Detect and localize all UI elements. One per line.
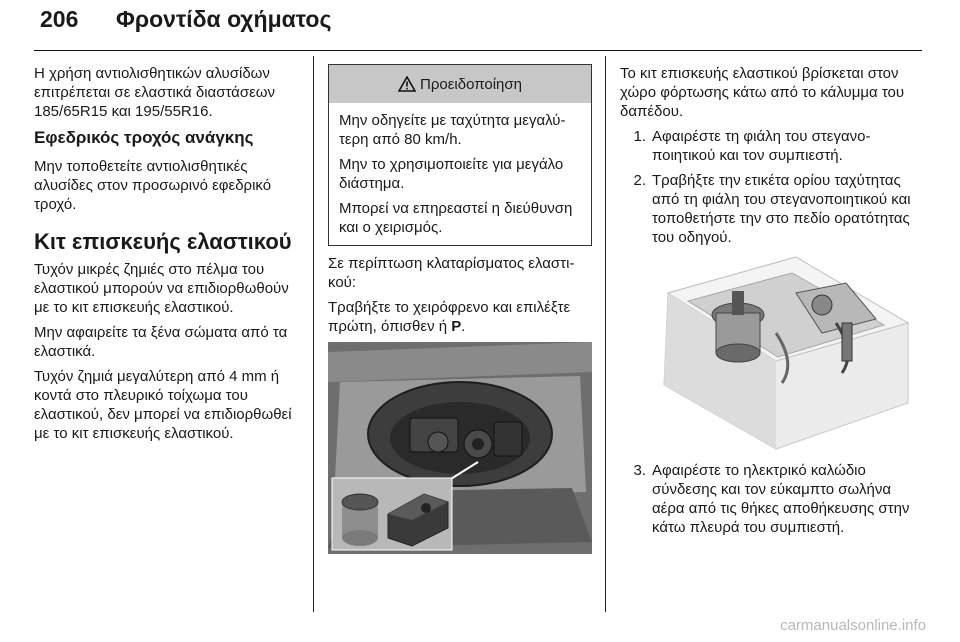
warning-triangle-icon: [398, 76, 416, 92]
list-item: [620, 461, 922, 537]
heading-spare-wheel: Εφεδρικός τροχός ανάγκης: [34, 128, 254, 147]
column-divider-1: [313, 56, 314, 612]
warning-title: Προειδοποίηση: [420, 75, 522, 93]
warning-text-3: Μπορεί να επηρεαστεί η διεύθυνση και ο χειρισμός.: [339, 200, 573, 236]
column-1: [34, 64, 302, 449]
warning-header: [329, 65, 591, 103]
warning-body: [329, 103, 591, 245]
paragraph-kit-1: Τυχόν μικρές ζημιές στο πέλμα του ελαστικού μπορούν να επιδιορθωθούν με το κιτ επισκευής ελαστικού.: [34, 261, 289, 316]
paragraph-chains: Η χρήση αντιολισθητικών αλυσίδων επιτρέπεται σε ελαστικά διαστάσεων 185/65R15 και 195/55R16.: [34, 65, 276, 120]
step-number: 1.: [633, 128, 646, 145]
paragraph-handbrake: [328, 298, 592, 336]
paragraph-spare-chains: Μην τοποθετείτε αντιολισθητικές αλυσίδες στον προσωρινό εφεδρικό τροχό.: [34, 158, 272, 213]
list-item: [620, 127, 922, 165]
column-divider-2: [605, 56, 606, 612]
steps-list-1: [620, 127, 922, 247]
warning-box: [328, 64, 592, 246]
warning-text-1: Μην οδηγείτε με ταχύτητα μεγαλύτερη από 80 km/h.: [339, 112, 566, 148]
steps-list-2: [620, 461, 922, 537]
gear-p-label: P: [451, 318, 462, 335]
paragraph-kit-location: Το κιτ επισκευής ελαστικού βρίσκεται στον χώρο φόρτωσης κάτω από το κάλυμμα του δαπέδου.: [620, 65, 905, 120]
step-number: 2.: [633, 172, 646, 189]
handbrake-text: Τραβήξτε το χειρόφρενο και επιλέξτε πρώτη, όπισθεν ή: [328, 299, 571, 335]
trunk-kit-illustration: [328, 342, 592, 554]
section-title: Φροντίδα οχήματος: [116, 6, 332, 32]
watermark: carmanualsonline.info: [780, 617, 926, 634]
header-rule: [34, 50, 922, 51]
warning-text-2: Μην το χρησιμοποιείτε για μεγάλο διάστημα.: [339, 156, 564, 192]
paragraph-kit-2: Μην αφαιρείτε τα ξένα σώματα από τα ελαστικά.: [34, 324, 288, 360]
step-text: Αφαιρέστε τη φιάλη του στεγανοποιητικού και τον συμπιεστή.: [652, 128, 871, 164]
handbrake-text-end: .: [461, 318, 466, 335]
heading-repair-kit: Κιτ επισκευής ελαστικού: [34, 229, 292, 254]
compressor-kit-illustration: [646, 253, 912, 453]
list-item: [620, 171, 922, 247]
column-3: [620, 64, 922, 543]
paragraph-kit-3: Τυχόν ζημιά μεγαλύτερη από 4 mm ή κοντά στο πλευρικό τοίχωμα του ελαστικού, δεν μπορεί να επιδιορθωθεί με το κιτ επισκευής ελαστικού.: [34, 368, 292, 442]
column-2: [328, 64, 592, 562]
step-text: Τραβήξτε την ετικέτα ορίου ταχύτητας από τη φιάλη του στεγανοποιητικού και τοποθετήστε την στο πεδίο ορατότητας του οδηγού.: [652, 172, 911, 246]
step-text: Αφαιρέστε το ηλεκτρικό καλώδιο σύνδεσης και τον εύκαμπτο σωλήνα αέρα από τις θήκες αποθήκευσης στην κάτω πλευρά του συμπιεστή.: [652, 462, 910, 536]
step-number: 3.: [633, 462, 646, 479]
paragraph-flat-tyre: Σε περίπτωση κλαταρίσματος ελαστικού:: [328, 255, 575, 291]
page-number: 206: [40, 6, 79, 32]
